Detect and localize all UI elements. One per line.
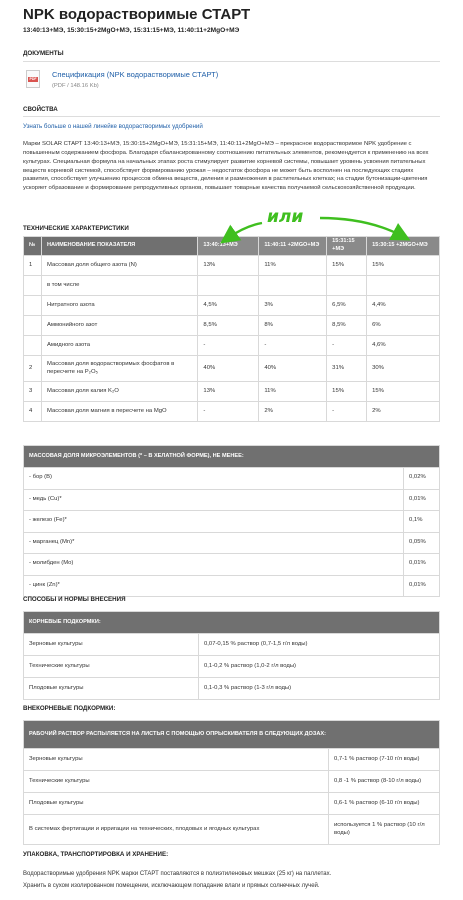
table-row <box>24 296 440 316</box>
indicator-name: Массовая доля магния в пересчете на MgO <box>41 402 197 422</box>
grade-value: 13% <box>198 256 259 276</box>
grade-value: 2% <box>259 402 327 422</box>
row-number <box>24 336 42 356</box>
grade-value: 15% <box>367 382 440 402</box>
pdf-file-icon[interactable] <box>26 70 40 88</box>
root-feeding-table <box>23 611 440 700</box>
foliar-feeding-table <box>23 720 440 845</box>
specification-link[interactable]: Спецификация (NPK водорастворимые СТАРТ) <box>52 70 219 79</box>
table-row <box>24 316 440 336</box>
element-value: 0,05% <box>404 532 440 554</box>
page-title: NPK водорастворимые СТАРТ <box>23 6 251 23</box>
grade-value: 4,5% <box>198 296 259 316</box>
grade-value: 30% <box>367 356 440 382</box>
row-number <box>24 296 42 316</box>
indicator-name: Нитратного азота <box>41 296 197 316</box>
table-row <box>24 634 440 656</box>
element-value: 0,02% <box>404 468 440 490</box>
grade-value: - <box>198 336 259 356</box>
table-header-row <box>24 721 440 749</box>
table-row <box>24 489 440 511</box>
table-row <box>24 793 440 815</box>
grade-value: 40% <box>198 356 259 382</box>
row-number: 2 <box>24 356 42 382</box>
table-row <box>24 575 440 597</box>
grade-value: 31% <box>327 356 367 382</box>
application-rate: 0,6-1 % раствор (6-10 г/л воды) <box>329 793 440 815</box>
col-number-header: № <box>24 237 42 256</box>
annotation-text: или <box>267 207 304 227</box>
crop-name: Технические культуры <box>24 656 199 678</box>
application-rate: 0,07-0,15 % раствор (0,7-1,5 г/л воды) <box>199 634 440 656</box>
tech-specs-table <box>23 236 440 422</box>
table-row <box>24 554 440 576</box>
pdf-badge: PDF <box>29 77 37 81</box>
grade-value: 40% <box>259 356 327 382</box>
element-name: - молибден (Mo) <box>24 554 404 576</box>
element-name: - бор (B) <box>24 468 404 490</box>
indicator-name: Массовая доля общего азота (N) <box>41 256 197 276</box>
table-row <box>24 382 440 402</box>
grade-value: 2% <box>367 402 440 422</box>
row-number <box>24 316 42 336</box>
indicator-name: Массовая доля водорастворимых фосфатов в пересчете на P₂O₅ <box>41 356 197 382</box>
divider <box>23 61 440 62</box>
col-grade-header: 11:40:11 +2MGO+МЭ <box>259 237 327 256</box>
table-row <box>24 656 440 678</box>
grade-value: 15% <box>327 256 367 276</box>
indicator-name: Аммонийного азот <box>41 316 197 336</box>
col-grade-header: 15:30:15 +2MGO+МЭ <box>367 237 440 256</box>
grade-value <box>327 276 367 296</box>
indicator-name: Массовая доля калия K₂O <box>41 382 197 402</box>
microelements-table <box>23 445 440 597</box>
grade-value: 11% <box>259 256 327 276</box>
grade-value: 4,4% <box>367 296 440 316</box>
crop-name: Зерновые культуры <box>24 749 329 771</box>
crop-name: Плодовые культуры <box>24 678 199 700</box>
indicator-name: Амидного азота <box>41 336 197 356</box>
grade-value <box>259 276 327 296</box>
application-rate: 0,7-1 % раствор (7-10 г/л воды) <box>329 749 440 771</box>
documents-heading: ДОКУМЕНТЫ <box>23 50 64 57</box>
element-name: - медь (Cu)* <box>24 489 404 511</box>
micro-header: МАССОВАЯ ДОЛЯ МИКРОЭЛЕМЕНТОВ (* – В ХЕЛАТНОЙ ФОРМЕ), НЕ МЕНЕЕ: <box>24 446 440 468</box>
crop-name: Плодовые культуры <box>24 793 329 815</box>
col-grade-header: 15:31:15 +МЭ <box>327 237 367 256</box>
element-value: 0,1% <box>404 511 440 533</box>
grade-value: 6% <box>367 316 440 336</box>
application-rate: 0,8 -1 % раствор (8-10 г/л воды) <box>329 771 440 793</box>
crop-name: В системах фертигации и ирригации на технических, плодовых и ягодных культурах <box>24 815 329 845</box>
table-row <box>24 356 440 382</box>
arrow-right-icon <box>320 218 402 236</box>
grade-value: 11% <box>259 382 327 402</box>
indicator-name: в том числе <box>41 276 197 296</box>
description-text: Марки SOLAR СТАРТ 13:40:13+МЭ, 15:30:15+2MgO+МЭ, 15:31:15+МЭ, 11:40:11+2MgO+МЭ – прекрасное водорастворимое NPK удобрение с повышенным содержанием фосфора. Благодаря сбалансированному соотношению питательных элементов, рекомендуется к применению на всех культурах. Специальная формула на начальных этапах роста стимулирует развитие корневой системы, повышает уровень усвоения питательных веществ корневой системой, способствует формированию урожая – недостаток фосфора не может быть восполнен на последующих стадиях развития, способствует улучшению процессов обмена веществ, деления и размножения в растительных клетках; на стадии бутонизации-цветения ускоряет образование и формирование репродуктивных органов, повышает товарные качества получаемой сельскохозяйственной продукции. <box>23 141 429 192</box>
application-rate: 0,1-0,3 % раствор (1-3 г/л воды) <box>199 678 440 700</box>
grade-value: 15% <box>327 382 367 402</box>
grade-value: 8,5% <box>198 316 259 336</box>
table-row <box>24 749 440 771</box>
application-rate: 0,1-0,2 % раствор (1,0-2 г/л воды) <box>199 656 440 678</box>
foliar-heading: ВНЕКОРНЕВЫЕ ПОДКОРМКИ: <box>23 705 116 712</box>
table-row <box>24 678 440 700</box>
grade-value: - <box>198 402 259 422</box>
crop-name: Зерновые культуры <box>24 634 199 656</box>
grade-value: 6,5% <box>327 296 367 316</box>
table-row <box>24 511 440 533</box>
learn-more-link[interactable]: Узнать больше о нашей линейке водорастворимых удобрений <box>23 123 203 130</box>
divider <box>23 116 440 117</box>
foliar-header: РАБОЧИЙ РАСТВОР РАСПЫЛЯЕТСЯ НА ЛИСТЬЯ С ПОМОЩЬЮ ОПРЫСКИВАТЕЛЯ В СЛЕДУЮЩИХ ДОЗАХ: <box>24 721 440 749</box>
crop-name: Технические культуры <box>24 771 329 793</box>
grade-value: - <box>327 402 367 422</box>
grade-value: 15% <box>367 256 440 276</box>
table-header-row <box>24 612 440 634</box>
page-subtitle: 13:40:13+МЭ, 15:30:15+2MgO+МЭ, 15:31:15+МЭ, 11:40:11+2MgO+МЭ <box>23 27 240 34</box>
table-row <box>24 468 440 490</box>
element-name: - цинк (Zn)* <box>24 575 404 597</box>
element-value: 0,01% <box>404 489 440 511</box>
root-header: КОРНЕВЫЕ ПОДКОРМКИ: <box>24 612 440 634</box>
table-header-row <box>24 237 440 256</box>
table-row <box>24 815 440 845</box>
grade-value: 8,5% <box>327 316 367 336</box>
row-number: 4 <box>24 402 42 422</box>
grade-value: - <box>327 336 367 356</box>
grade-value <box>198 276 259 296</box>
grade-value: 13% <box>198 382 259 402</box>
col-grade-header: 13:40:13+МЭ <box>198 237 259 256</box>
grade-value: 3% <box>259 296 327 316</box>
table-header-row <box>24 446 440 468</box>
properties-heading: СВОЙСТВА <box>23 106 58 113</box>
row-number: 1 <box>24 256 42 276</box>
row-number: 3 <box>24 382 42 402</box>
product-description <box>23 140 440 193</box>
application-rate: используется 1 % раствор (10 г/л воды) <box>329 815 440 845</box>
element-value: 0,01% <box>404 554 440 576</box>
packaging-heading: УПАКОВКА, ТРАНСПОРТИРОВКА И ХРАНЕНИЕ: <box>23 851 169 858</box>
methods-heading: СПОСОБЫ И НОРМЫ ВНЕСЕНИЯ <box>23 596 126 603</box>
grade-value: 8% <box>259 316 327 336</box>
element-name: - марганец (Mn)* <box>24 532 404 554</box>
packaging-line-1: Водорастворимые удобрения NPK марки СТАРТ поставляются в полиэтиленовых мешках (25 кг) на паллетах. <box>23 871 332 877</box>
grade-value: 4,6% <box>367 336 440 356</box>
table-row <box>24 402 440 422</box>
packaging-line-2: Хранить в сухом изолированном помещении, исключающем попадание влаги и прямых солнечных лучей. <box>23 883 320 889</box>
file-meta: (PDF / 148.16 Kb) <box>52 83 99 89</box>
element-value: 0,01% <box>404 575 440 597</box>
element-name: - железо (Fe)* <box>24 511 404 533</box>
grade-value: - <box>259 336 327 356</box>
table-row <box>24 276 440 296</box>
table-row <box>24 336 440 356</box>
table-row <box>24 771 440 793</box>
row-number <box>24 276 42 296</box>
col-name-header: НАИМЕНОВАНИЕ ПОКАЗАТЕЛЯ <box>41 237 197 256</box>
table-row <box>24 256 440 276</box>
table-row <box>24 532 440 554</box>
tech-heading: ТЕХНИЧЕСКИЕ ХАРАКТЕРИСТИКИ <box>23 225 129 232</box>
grade-value <box>367 276 440 296</box>
